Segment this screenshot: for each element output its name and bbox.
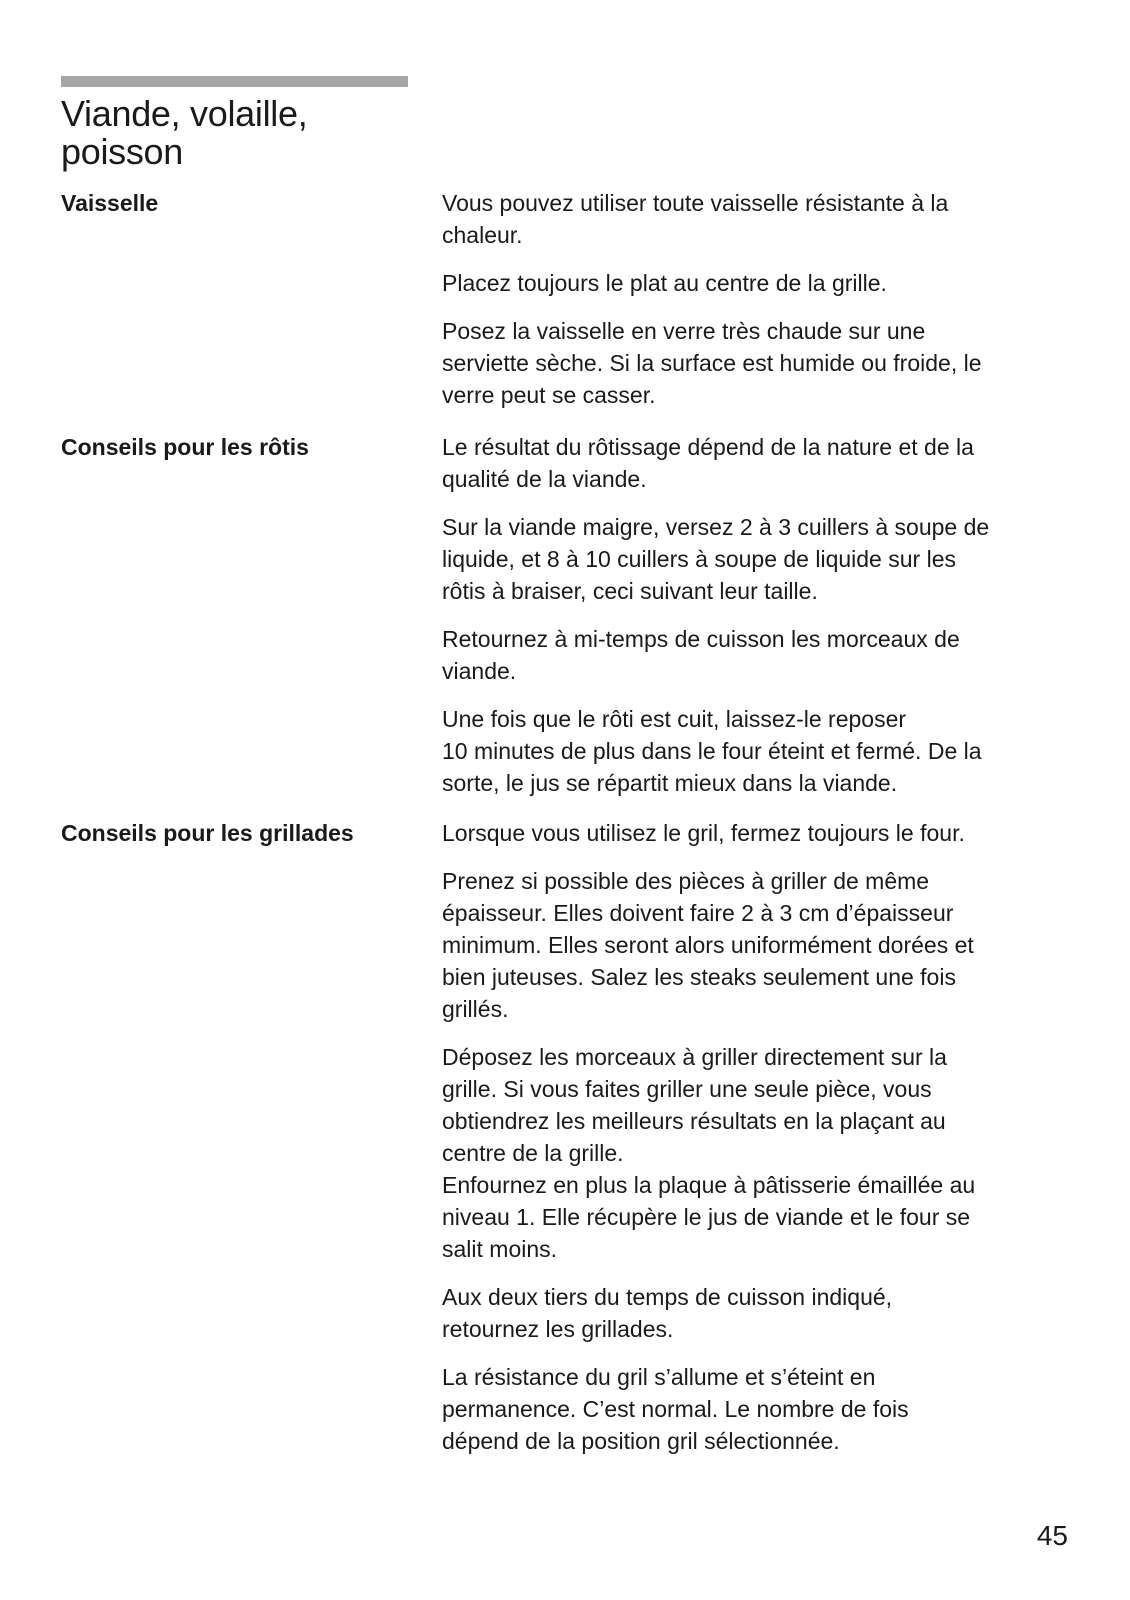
paragraph: Lorsque vous utilisez le gril, fermez toujours le four. [442, 820, 965, 846]
paragraph: Déposez les morceaux à griller directement sur la grille. Si vous faites griller une seule pièce, vous obtiendrez les meilleurs résultats en la plaçant au centre de la grille. Enfournez en plus la plaque à pâtisserie émaillée au niveau 1. Elle récupère le jus de viande et le four se salit moins. [442, 1044, 976, 1262]
section-body [442, 431, 1062, 815]
paragraph: Aux deux tiers du temps de cuisson indiqué, retournez les grillades. [442, 1284, 893, 1342]
paragraph: Posez la vaisselle en verre très chaude sur une serviette sèche. Si la surface est humide ou froide, le verre peut se casser. [442, 318, 982, 408]
section-label: Conseils pour les rôtis [61, 434, 309, 460]
paragraph: Le résultat du rôtissage dépend de la nature et de la qualité de la viande. [442, 434, 974, 492]
paragraph: Une fois que le rôti est cuit, laissez-le reposer 10 minutes de plus dans le four éteint et fermé. De la sorte, le jus se répartit mieux dans la viande. [442, 706, 982, 796]
page-number: 45 [1036, 1520, 1068, 1551]
title-rule [61, 76, 408, 87]
section-label: Vaisselle [61, 190, 159, 216]
page-title: Viande, volaille, poisson [61, 93, 308, 172]
paragraph: La résistance du gril s’allume et s’éteint en permanence. C’est normal. Le nombre de fois dépend de la position gril sélectionnée. [442, 1364, 909, 1454]
paragraph: Placez toujours le plat au centre de la grille. [442, 270, 887, 296]
section-body [442, 817, 1062, 1473]
paragraph: Retournez à mi-temps de cuisson les morceaux de viande. [442, 626, 960, 684]
paragraph: Sur la viande maigre, versez 2 à 3 cuillers à soupe de liquide, et 8 à 10 cuillers à soupe de liquide sur les rôtis à braiser, ceci suivant leur taille. [442, 514, 990, 604]
paragraph: Prenez si possible des pièces à griller de même épaisseur. Elles doivent faire 2 à 3 cm d’épaisseur minimum. Elles seront alors uniformément dorées et bien juteuses. Salez les steaks seulement une fois grillés. [442, 868, 974, 1022]
section-label: Conseils pour les grillades [61, 820, 354, 846]
section-body [442, 187, 1062, 427]
paragraph: Vous pouvez utiliser toute vaisselle résistante à la chaleur. [442, 190, 949, 248]
